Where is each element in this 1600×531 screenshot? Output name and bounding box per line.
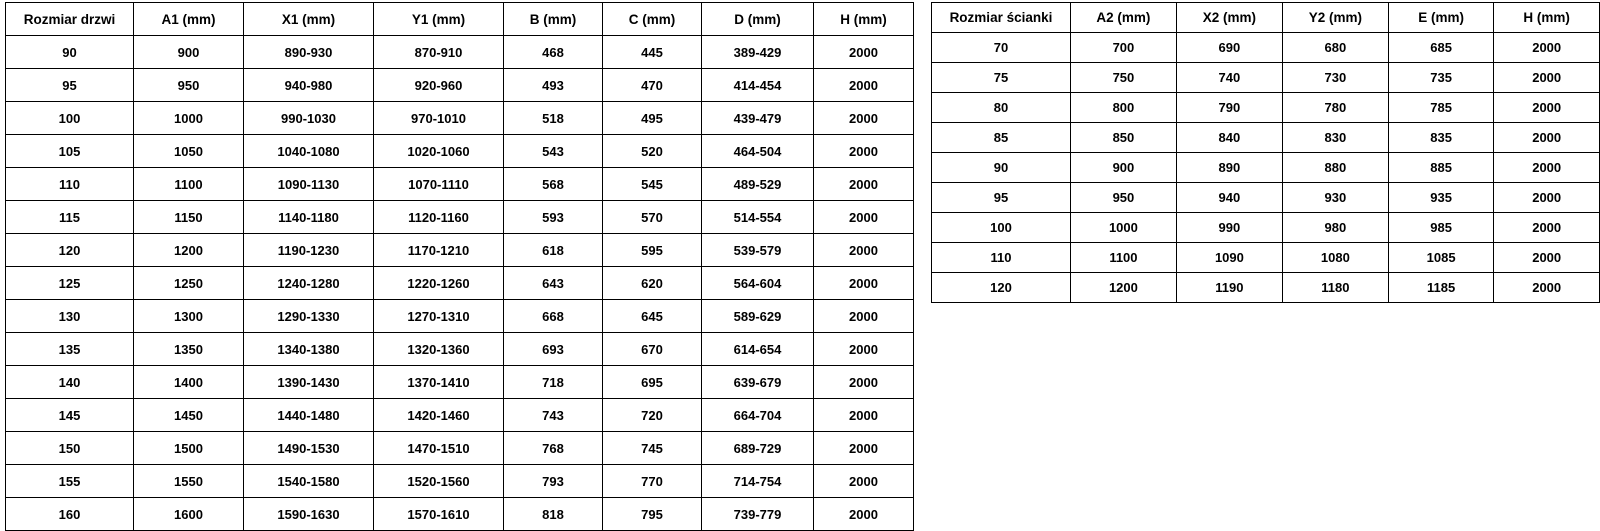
table-cell: 730	[1282, 63, 1388, 93]
table-cell: 1490-1530	[244, 432, 374, 465]
table-cell: 520	[603, 135, 702, 168]
table-cell: 470	[603, 69, 702, 102]
walls-column-header: A2 (mm)	[1070, 3, 1176, 33]
table-cell: 155	[6, 465, 134, 498]
table-cell: 1240-1280	[244, 267, 374, 300]
table-cell: 439-479	[702, 102, 814, 135]
doors-column-header: D (mm)	[702, 3, 814, 36]
table-cell: 885	[1388, 153, 1494, 183]
table-cell: 2000	[814, 234, 914, 267]
table-cell: 120	[932, 273, 1071, 303]
table-cell: 2000	[814, 366, 914, 399]
table-cell: 1040-1080	[244, 135, 374, 168]
table-cell: 589-629	[702, 300, 814, 333]
table-cell: 1150	[134, 201, 244, 234]
table-row	[6, 267, 914, 300]
table-cell: 2000	[814, 102, 914, 135]
table-cell: 570	[603, 201, 702, 234]
table-cell: 700	[1070, 33, 1176, 63]
table-cell: 768	[504, 432, 603, 465]
table-cell: 145	[6, 399, 134, 432]
walls-dimensions-table-container	[931, 2, 1600, 303]
table-cell: 618	[504, 234, 603, 267]
table-cell: 120	[6, 234, 134, 267]
table-cell: 880	[1282, 153, 1388, 183]
table-cell: 493	[504, 69, 603, 102]
table-cell: 2000	[1494, 33, 1600, 63]
table-cell: 1000	[134, 102, 244, 135]
table-row	[932, 273, 1600, 303]
table-cell: 718	[504, 366, 603, 399]
table-cell: 85	[932, 123, 1071, 153]
table-cell: 1100	[134, 168, 244, 201]
table-cell: 950	[134, 69, 244, 102]
table-cell: 568	[504, 168, 603, 201]
table-cell: 1470-1510	[374, 432, 504, 465]
table-cell: 668	[504, 300, 603, 333]
table-row	[6, 333, 914, 366]
table-cell: 645	[603, 300, 702, 333]
table-cell: 920-960	[374, 69, 504, 102]
table-cell: 75	[932, 63, 1071, 93]
table-row	[6, 366, 914, 399]
table-cell: 80	[932, 93, 1071, 123]
table-cell: 2000	[814, 465, 914, 498]
table-cell: 1570-1610	[374, 498, 504, 531]
table-cell: 2000	[814, 201, 914, 234]
table-cell: 105	[6, 135, 134, 168]
table-cell: 664-704	[702, 399, 814, 432]
table-cell: 130	[6, 300, 134, 333]
table-row	[6, 465, 914, 498]
table-cell: 2000	[814, 36, 914, 69]
table-cell: 100	[932, 213, 1071, 243]
table-cell: 1400	[134, 366, 244, 399]
walls-table-head	[932, 3, 1600, 33]
doors-table-body	[6, 36, 914, 531]
table-cell: 695	[603, 366, 702, 399]
table-cell: 720	[603, 399, 702, 432]
table-cell: 735	[1388, 63, 1494, 93]
table-cell: 2000	[1494, 183, 1600, 213]
table-cell: 1370-1410	[374, 366, 504, 399]
table-cell: 1090	[1176, 243, 1282, 273]
table-cell: 2000	[814, 267, 914, 300]
doors-column-header: B (mm)	[504, 3, 603, 36]
walls-column-header: Y2 (mm)	[1282, 3, 1388, 33]
table-cell: 1590-1630	[244, 498, 374, 531]
table-cell: 1290-1330	[244, 300, 374, 333]
walls-column-header: X2 (mm)	[1176, 3, 1282, 33]
table-cell: 1020-1060	[374, 135, 504, 168]
doors-table-head	[6, 3, 914, 36]
table-cell: 890	[1176, 153, 1282, 183]
table-cell: 150	[6, 432, 134, 465]
table-header-row	[6, 3, 914, 36]
table-cell: 2000	[814, 333, 914, 366]
table-row	[932, 153, 1600, 183]
table-cell: 1190-1230	[244, 234, 374, 267]
table-row	[6, 201, 914, 234]
table-cell: 110	[932, 243, 1071, 273]
table-cell: 90	[932, 153, 1071, 183]
table-cell: 1350	[134, 333, 244, 366]
table-cell: 110	[6, 168, 134, 201]
table-cell: 2000	[1494, 243, 1600, 273]
table-cell: 620	[603, 267, 702, 300]
table-cell: 135	[6, 333, 134, 366]
walls-column-header: E (mm)	[1388, 3, 1494, 33]
table-cell: 1300	[134, 300, 244, 333]
table-cell: 793	[504, 465, 603, 498]
table-cell: 780	[1282, 93, 1388, 123]
table-cell: 2000	[814, 498, 914, 531]
table-cell: 2000	[1494, 153, 1600, 183]
table-cell: 468	[504, 36, 603, 69]
table-cell: 1000	[1070, 213, 1176, 243]
table-cell: 685	[1388, 33, 1494, 63]
table-cell: 1340-1380	[244, 333, 374, 366]
table-cell: 160	[6, 498, 134, 531]
table-cell: 950	[1070, 183, 1176, 213]
table-cell: 940-980	[244, 69, 374, 102]
table-cell: 970-1010	[374, 102, 504, 135]
table-cell: 1420-1460	[374, 399, 504, 432]
table-cell: 518	[504, 102, 603, 135]
table-cell: 990	[1176, 213, 1282, 243]
table-row	[6, 300, 914, 333]
table-cell: 900	[1070, 153, 1176, 183]
table-cell: 2000	[814, 168, 914, 201]
table-cell: 1220-1260	[374, 267, 504, 300]
doors-column-header: C (mm)	[603, 3, 702, 36]
table-cell: 900	[134, 36, 244, 69]
table-cell: 1070-1110	[374, 168, 504, 201]
table-cell: 125	[6, 267, 134, 300]
table-row	[6, 498, 914, 531]
table-cell: 745	[603, 432, 702, 465]
table-cell: 70	[932, 33, 1071, 63]
table-cell: 750	[1070, 63, 1176, 93]
table-cell: 495	[603, 102, 702, 135]
walls-column-header: H (mm)	[1494, 3, 1600, 33]
table-cell: 1500	[134, 432, 244, 465]
table-cell: 818	[504, 498, 603, 531]
table-cell: 890-930	[244, 36, 374, 69]
table-cell: 930	[1282, 183, 1388, 213]
table-row	[6, 234, 914, 267]
table-cell: 1550	[134, 465, 244, 498]
table-cell: 1170-1210	[374, 234, 504, 267]
table-cell: 1185	[1388, 273, 1494, 303]
table-cell: 2000	[814, 69, 914, 102]
table-cell: 1190	[1176, 273, 1282, 303]
table-cell: 770	[603, 465, 702, 498]
table-cell: 115	[6, 201, 134, 234]
table-row	[6, 135, 914, 168]
doors-dimensions-table-container	[5, 2, 914, 531]
table-cell: 2000	[1494, 273, 1600, 303]
table-cell: 1180	[1282, 273, 1388, 303]
table-row	[6, 36, 914, 69]
table-cell: 1120-1160	[374, 201, 504, 234]
table-cell: 90	[6, 36, 134, 69]
table-cell: 1440-1480	[244, 399, 374, 432]
table-cell: 980	[1282, 213, 1388, 243]
table-cell: 1090-1130	[244, 168, 374, 201]
table-cell: 140	[6, 366, 134, 399]
table-cell: 1600	[134, 498, 244, 531]
table-cell: 790	[1176, 93, 1282, 123]
doors-column-header: A1 (mm)	[134, 3, 244, 36]
table-cell: 670	[603, 333, 702, 366]
table-cell: 1450	[134, 399, 244, 432]
table-cell: 464-504	[702, 135, 814, 168]
table-cell: 643	[504, 267, 603, 300]
table-cell: 414-454	[702, 69, 814, 102]
table-row	[932, 93, 1600, 123]
table-row	[932, 213, 1600, 243]
table-cell: 2000	[1494, 123, 1600, 153]
table-cell: 95	[932, 183, 1071, 213]
table-cell: 1520-1560	[374, 465, 504, 498]
table-cell: 714-754	[702, 465, 814, 498]
table-cell: 1250	[134, 267, 244, 300]
table-cell: 835	[1388, 123, 1494, 153]
table-cell: 1200	[1070, 273, 1176, 303]
table-row	[6, 102, 914, 135]
table-cell: 514-554	[702, 201, 814, 234]
table-cell: 1100	[1070, 243, 1176, 273]
table-cell: 850	[1070, 123, 1176, 153]
table-cell: 1050	[134, 135, 244, 168]
table-cell: 1390-1430	[244, 366, 374, 399]
table-row	[6, 432, 914, 465]
table-cell: 689-729	[702, 432, 814, 465]
table-cell: 489-529	[702, 168, 814, 201]
table-cell: 693	[504, 333, 603, 366]
table-cell: 690	[1176, 33, 1282, 63]
walls-column-header: Rozmiar ścianki	[932, 3, 1071, 33]
table-row	[6, 69, 914, 102]
table-cell: 2000	[814, 399, 914, 432]
table-cell: 2000	[814, 135, 914, 168]
table-cell: 2000	[1494, 93, 1600, 123]
table-cell: 564-604	[702, 267, 814, 300]
table-cell: 595	[603, 234, 702, 267]
table-cell: 739-779	[702, 498, 814, 531]
table-cell: 795	[603, 498, 702, 531]
table-cell: 539-579	[702, 234, 814, 267]
table-cell: 840	[1176, 123, 1282, 153]
table-cell: 614-654	[702, 333, 814, 366]
table-cell: 830	[1282, 123, 1388, 153]
walls-table-body	[932, 33, 1600, 303]
table-row	[932, 63, 1600, 93]
table-cell: 2000	[1494, 213, 1600, 243]
table-row	[932, 33, 1600, 63]
table-cell: 543	[504, 135, 603, 168]
table-cell: 1200	[134, 234, 244, 267]
table-cell: 990-1030	[244, 102, 374, 135]
table-cell: 785	[1388, 93, 1494, 123]
table-cell: 1085	[1388, 243, 1494, 273]
table-cell: 935	[1388, 183, 1494, 213]
table-cell: 800	[1070, 93, 1176, 123]
doors-column-header: Y1 (mm)	[374, 3, 504, 36]
table-cell: 740	[1176, 63, 1282, 93]
table-cell: 940	[1176, 183, 1282, 213]
table-cell: 389-429	[702, 36, 814, 69]
table-cell: 639-679	[702, 366, 814, 399]
table-row	[6, 168, 914, 201]
table-cell: 1140-1180	[244, 201, 374, 234]
table-cell: 1320-1360	[374, 333, 504, 366]
table-cell: 100	[6, 102, 134, 135]
table-cell: 1080	[1282, 243, 1388, 273]
doors-column-header: X1 (mm)	[244, 3, 374, 36]
table-cell: 2000	[814, 300, 914, 333]
table-cell: 743	[504, 399, 603, 432]
table-cell: 2000	[1494, 63, 1600, 93]
doors-column-header: H (mm)	[814, 3, 914, 36]
table-cell: 870-910	[374, 36, 504, 69]
table-cell: 445	[603, 36, 702, 69]
table-row	[932, 183, 1600, 213]
table-cell: 593	[504, 201, 603, 234]
table-cell: 1540-1580	[244, 465, 374, 498]
table-row	[932, 123, 1600, 153]
table-row	[932, 243, 1600, 273]
table-cell: 680	[1282, 33, 1388, 63]
table-cell: 985	[1388, 213, 1494, 243]
table-header-row	[932, 3, 1600, 33]
table-row	[6, 399, 914, 432]
table-cell: 545	[603, 168, 702, 201]
walls-dimensions-table	[931, 2, 1600, 303]
table-cell: 95	[6, 69, 134, 102]
doors-dimensions-table	[5, 2, 914, 531]
table-cell: 1270-1310	[374, 300, 504, 333]
doors-column-header: Rozmiar drzwi	[6, 3, 134, 36]
table-cell: 2000	[814, 432, 914, 465]
